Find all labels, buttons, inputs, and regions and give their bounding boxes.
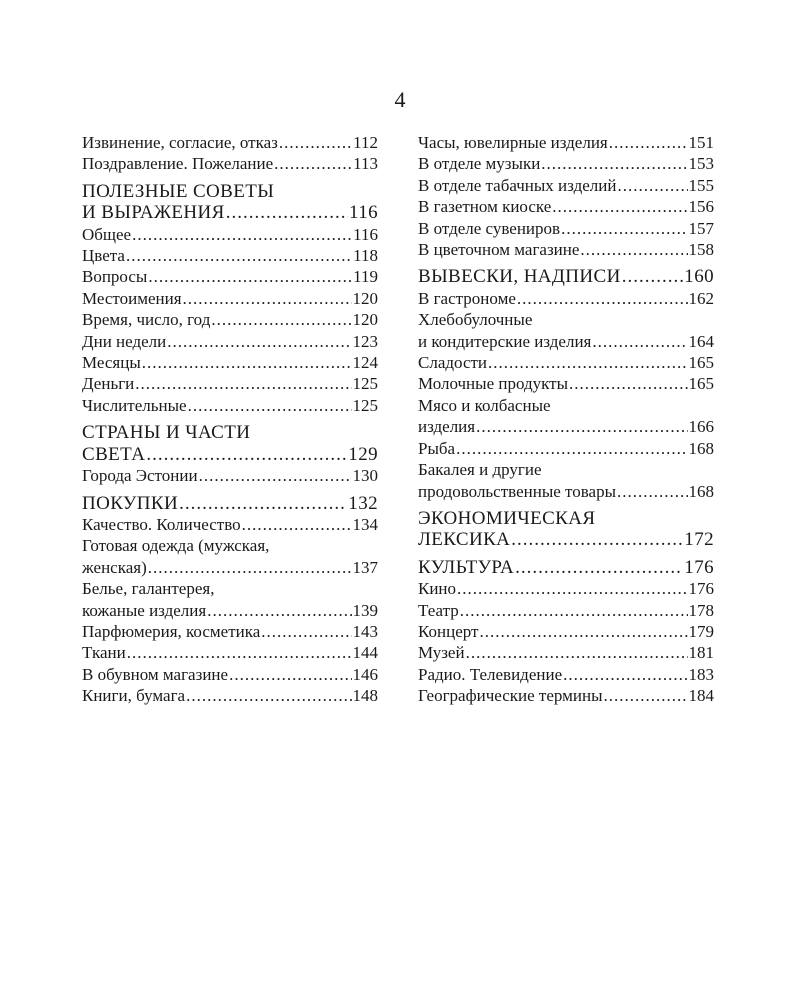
toc-section-heading (418, 266, 714, 287)
toc-entry-page: 155 (688, 175, 714, 195)
toc-entry-title: Общее (82, 224, 132, 244)
toc-entry-page: 183 (688, 664, 714, 684)
toc-entry-page: 120 (352, 288, 378, 308)
dot-leader (476, 416, 687, 437)
dot-leader (211, 309, 351, 330)
dot-leader (460, 600, 688, 621)
toc-entry-title: В гастрономе (418, 288, 516, 308)
toc-entry-title: Театр (418, 600, 459, 620)
toc-entry-page: 184 (688, 686, 714, 706)
toc-entry-page: 120 (352, 310, 378, 330)
dot-leader (179, 493, 347, 514)
toc-entry-title: СВЕТА (82, 443, 146, 465)
dot-leader (132, 224, 352, 245)
toc-entry-title: Деньги (82, 374, 135, 394)
toc-entry-title: Сладости (418, 353, 488, 373)
toc-entry-page: 132 (348, 492, 378, 514)
dot-leader (488, 352, 687, 373)
dot-leader (561, 218, 687, 239)
toc-entry (82, 685, 378, 706)
toc-left-column (82, 132, 378, 707)
toc-entry-page: 151 (688, 133, 714, 152)
dot-leader (609, 132, 688, 153)
toc-entry (82, 373, 378, 394)
toc-entry-page: 130 (352, 466, 378, 486)
toc-entry (418, 331, 714, 352)
dot-leader (569, 373, 687, 394)
toc-entry (82, 352, 378, 373)
dot-leader (186, 685, 351, 706)
toc-entry (418, 132, 714, 153)
dot-leader (604, 685, 688, 706)
toc-entry-line: Мясо и колбасные (418, 395, 551, 415)
toc-entry (82, 557, 378, 578)
toc-entry-page: 129 (348, 443, 378, 465)
toc-entry-page: 160 (684, 266, 714, 288)
toc-entry-title: Географические термины (418, 686, 603, 706)
toc-entry (418, 153, 714, 174)
dot-leader (580, 239, 687, 260)
toc-entry-title: Поздравление. Пожелание (82, 154, 274, 174)
toc-entry (82, 642, 378, 663)
toc-entry-title: изделия (418, 417, 476, 437)
dot-leader (511, 529, 683, 550)
toc-entry-page: 146 (352, 664, 378, 684)
toc-entry (82, 245, 378, 266)
dot-leader (279, 132, 352, 153)
toc-entry-page: 144 (352, 643, 378, 663)
toc-entry-title: продовольственные товары (418, 481, 617, 501)
toc-entry (418, 416, 714, 437)
toc-entry (418, 600, 714, 621)
toc-entry (82, 153, 378, 174)
toc-entry (418, 685, 714, 706)
toc-section-heading (82, 202, 378, 223)
toc-section-heading (82, 493, 378, 514)
toc-entry-title: кожаные изделия (82, 600, 207, 620)
toc-entry-title: Вопросы (82, 267, 148, 287)
dot-leader (261, 621, 351, 642)
toc-entry (418, 288, 714, 309)
toc-entry-page: 139 (352, 600, 378, 620)
toc-entry-title: КУЛЬТУРА (418, 556, 515, 578)
dot-leader (148, 266, 352, 287)
toc-entry-line: Готовая одежда (мужская, (82, 536, 270, 556)
dot-leader (188, 395, 352, 416)
toc-entry-title: Часы, ювелирные изделия (418, 133, 608, 152)
dot-leader (622, 266, 684, 287)
toc-entry-title: В цветочном магазине (418, 240, 580, 260)
toc-entry-page: 176 (688, 579, 714, 599)
toc-entry-title: Цвета (82, 246, 125, 266)
toc-entry-page: 179 (688, 621, 714, 641)
dot-leader (617, 175, 687, 196)
dot-leader (167, 331, 351, 352)
dot-leader (456, 438, 687, 459)
toc-entry (82, 465, 378, 486)
toc-section-heading (418, 557, 714, 578)
toc-entry-title: В отделе табачных изделий (418, 175, 617, 195)
toc-section-heading (418, 529, 714, 550)
toc-entry-title: В газетном киоске (418, 197, 552, 217)
dot-leader (515, 557, 683, 578)
toc-entry (418, 175, 714, 196)
toc-entry (418, 621, 714, 642)
toc-entry-title: В отделе сувениров (418, 218, 561, 238)
toc-entry (418, 438, 714, 459)
toc-entry-line: Белье, галантерея, (82, 579, 215, 599)
toc-entry-title: В обувном магазине (82, 664, 229, 684)
toc-entry-page: 162 (688, 288, 714, 308)
toc-entry (82, 600, 378, 621)
toc-entry-title: Кино (418, 579, 457, 599)
toc-entry (418, 642, 714, 663)
toc-entry-page: 164 (688, 331, 714, 351)
toc-right-column (418, 132, 714, 707)
toc-entry-line: Хлебобулочные (418, 310, 533, 330)
dot-leader (541, 153, 687, 174)
toc-entry-page: 124 (352, 353, 378, 373)
toc-entry (418, 481, 714, 502)
toc-entry-title: Рыба (418, 438, 456, 458)
toc-entry-title: Время, число, год (82, 310, 211, 330)
dot-leader (183, 288, 352, 309)
toc-section-heading (82, 444, 378, 465)
toc-entry-title: женская) (82, 557, 147, 577)
dot-leader (126, 245, 352, 266)
toc-entry-title: Парфюмерия, косметика (82, 621, 261, 641)
dot-leader (517, 288, 688, 309)
toc-entry-page: 125 (352, 395, 378, 415)
dot-leader (479, 621, 687, 642)
dot-leader (226, 202, 348, 223)
toc-entry (418, 578, 714, 599)
dot-leader (142, 352, 352, 373)
toc-entry-line: Бакалея и другие (418, 460, 542, 480)
toc-entry-page: 157 (688, 218, 714, 238)
toc-entry-page: 123 (352, 331, 378, 351)
toc-section-heading-line: СТРАНЫ И ЧАСТИ (82, 422, 251, 444)
toc-entry (82, 664, 378, 685)
toc-entry-page: 148 (352, 686, 378, 706)
dot-leader (199, 465, 352, 486)
toc-entry-title: Дни недели (82, 331, 167, 351)
toc-entry-page: 178 (688, 600, 714, 620)
toc-entry-page: 119 (353, 267, 378, 287)
toc-entry-page: 113 (353, 154, 378, 174)
toc-entry-page: 176 (684, 556, 714, 578)
dot-leader (617, 481, 687, 502)
toc-entry-title: и кондитерские изделия (418, 331, 592, 351)
toc-entry-title: Числительные (82, 395, 187, 415)
dot-leader (146, 444, 347, 465)
dot-leader (135, 373, 351, 394)
toc-entry-title: Концерт (418, 621, 479, 641)
toc-entry (82, 224, 378, 245)
dot-leader (127, 642, 352, 663)
toc-entry-title: Музей (418, 643, 465, 663)
toc-entry-page: 134 (352, 514, 378, 534)
toc-entry-title: Месяцы (82, 353, 141, 373)
toc-entry (418, 196, 714, 217)
toc-entry-title: ПОКУПКИ (82, 492, 179, 514)
toc-entry-title: Качество. Количество (82, 514, 241, 534)
toc-entry (82, 266, 378, 287)
dot-leader (148, 557, 352, 578)
dot-leader (242, 514, 352, 535)
dot-leader (592, 331, 687, 352)
toc-entry (82, 395, 378, 416)
toc-entry (82, 132, 378, 153)
toc-entry-title: Книги, бумага (82, 686, 186, 706)
toc-entry (82, 288, 378, 309)
dot-leader (274, 153, 352, 174)
toc-entry-title: Молочные продукты (418, 374, 569, 394)
toc-entry-page: 153 (688, 154, 714, 174)
toc-entry-page: 143 (352, 621, 378, 641)
toc-entry-page: 168 (688, 438, 714, 458)
toc-entry-page: 181 (688, 643, 714, 663)
toc-entry-page: 125 (352, 374, 378, 394)
toc-entry (82, 331, 378, 352)
dot-leader (207, 600, 351, 621)
toc-entry (418, 373, 714, 394)
toc-section-heading-line: ЭКОНОМИЧЕСКАЯ (418, 507, 596, 529)
toc-entry-title: ВЫВЕСКИ, НАДПИСИ (418, 266, 621, 288)
dot-leader (552, 196, 687, 217)
toc-entry (418, 664, 714, 685)
dot-leader (466, 642, 688, 663)
toc-entry (82, 621, 378, 642)
toc-entry-title: ЛЕКСИКА (418, 529, 511, 551)
toc-entry-title: Радио. Телевидение (418, 664, 563, 684)
toc-entry-title: Извинение, согласие, отказ (82, 133, 278, 152)
toc-entry-page: 165 (688, 374, 714, 394)
toc-entry-page: 156 (688, 197, 714, 217)
dot-leader (563, 664, 687, 685)
toc-entry-page: 112 (353, 133, 378, 152)
toc-entry-title: Местоимения (82, 288, 182, 308)
toc-entry (418, 239, 714, 260)
toc-entry-title: И ВЫРАЖЕНИЯ (82, 202, 225, 224)
toc-entry-page: 116 (353, 224, 378, 244)
dot-leader (457, 578, 687, 599)
toc-entry (82, 514, 378, 535)
toc-section-heading-line: ПОЛЕЗНЫЕ СОВЕТЫ (82, 180, 275, 202)
toc-entry (82, 309, 378, 330)
toc-entry-page: 166 (688, 417, 714, 437)
toc-entry-page: 116 (349, 202, 378, 224)
toc-entry-title: В отделе музыки (418, 154, 541, 174)
toc-entry-page: 172 (684, 529, 714, 551)
toc-entry-page: 168 (688, 481, 714, 501)
toc-entry-page: 118 (353, 246, 378, 266)
toc-entry-page: 165 (688, 353, 714, 373)
toc-entry (418, 352, 714, 373)
toc-entry (418, 218, 714, 239)
page-number: 4 (394, 87, 406, 112)
dot-leader (229, 664, 351, 685)
toc-entry-page: 158 (688, 240, 714, 260)
toc-entry-title: Ткани (82, 643, 126, 663)
toc-entry-title: Города Эстонии (82, 466, 198, 486)
toc-entry-page: 137 (352, 557, 378, 577)
